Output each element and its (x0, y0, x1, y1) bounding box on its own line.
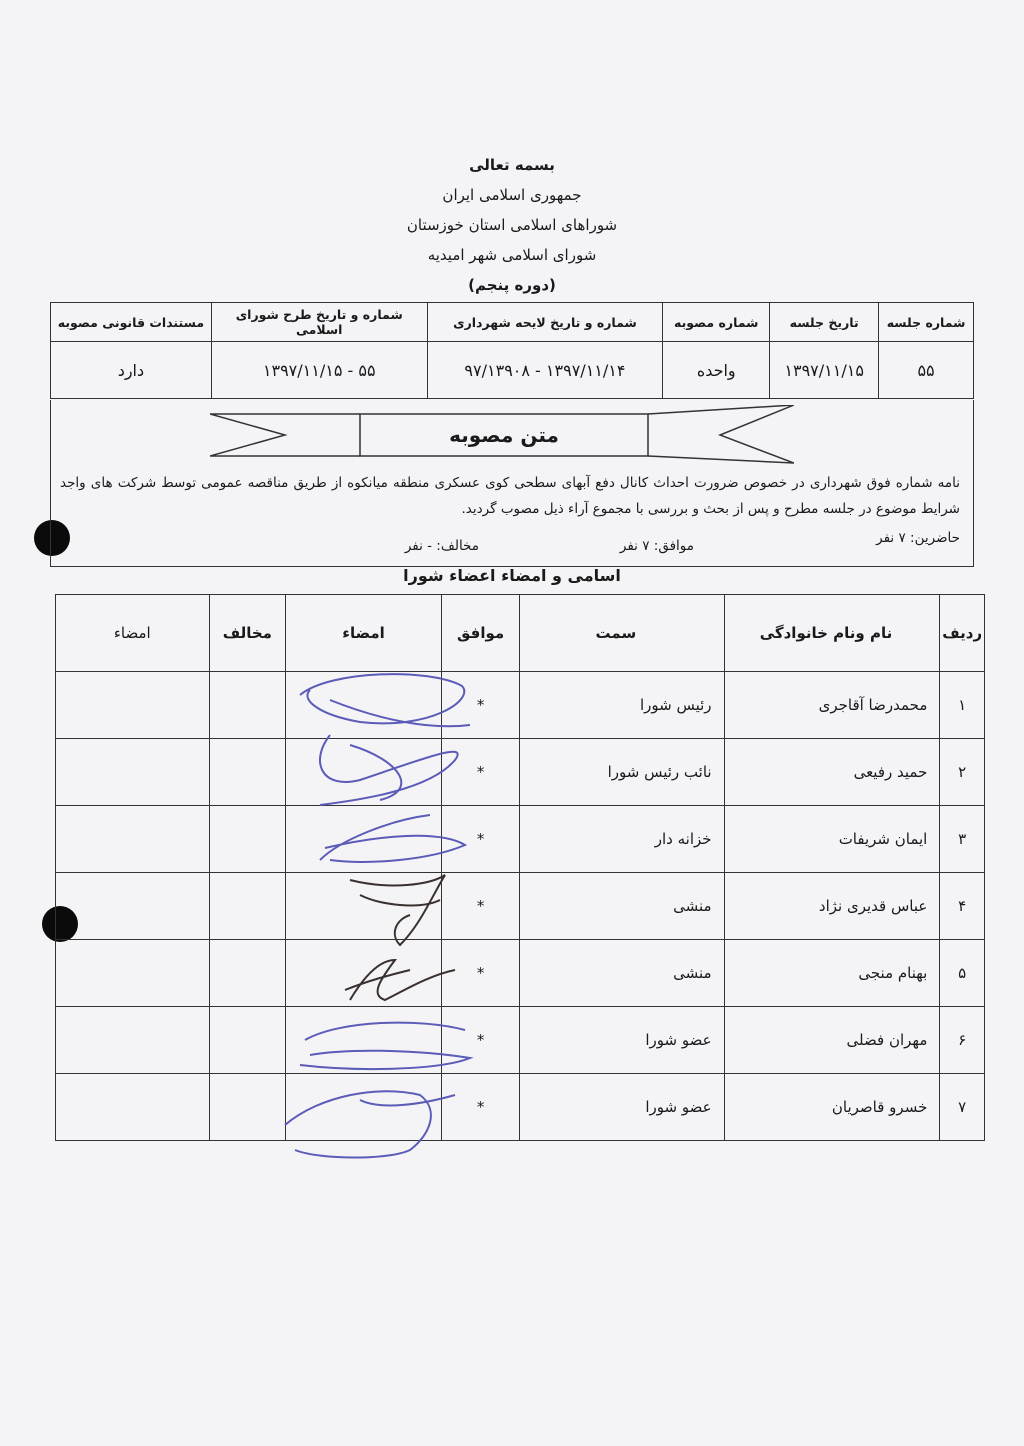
member-position: عضو شورا (520, 1074, 724, 1141)
members-header-agree: موافق (441, 595, 519, 672)
members-header-signature: امضاء (286, 595, 442, 672)
member-signature-cell (286, 739, 442, 806)
resolution-body-text: نامه شماره فوق شهرداری در خصوص ضرورت احداث کانال دفع آبهای سطحی کوی عسکری منطقه میانکوه از طریق مناقصه عمومی توسط شرکت های واجد شرایط موضوع در جلسه مطرح و پس از بحث و بررسی با مجموع آراء ذیل مصوب گردید. (60, 475, 960, 517)
info-council-plan: ۵۵ - ۱۳۹۷/۱۱/۱۵ (211, 342, 427, 399)
info-header-legal-documents: مستندات قانونی مصوبه (51, 303, 212, 342)
present-count: حاضرین: ۷ نفر (876, 530, 960, 546)
member-signature-cell-2 (56, 1074, 210, 1141)
oppose-count: مخالف: - نفر (404, 538, 479, 554)
member-row-number: ۳ (940, 806, 985, 873)
member-row-number: ۴ (940, 873, 985, 940)
members-header-oppose: مخالف (209, 595, 286, 672)
member-row-number: ۷ (940, 1074, 985, 1141)
members-header-row-number: ردیف (940, 595, 985, 672)
member-position: خزانه دار (520, 806, 724, 873)
member-position: نائب رئیس شورا (520, 739, 724, 806)
member-signature-cell-2 (56, 1007, 210, 1074)
info-header-council-plan: شماره و تاریخ طرح شورای اسلامی (211, 303, 427, 342)
header-country: جمهوری اسلامی ایران (442, 186, 582, 204)
member-signature-cell (286, 672, 442, 739)
table-row (56, 739, 985, 806)
members-header-signature-2: امضاء (56, 595, 210, 672)
member-name: مهران فضلی (724, 1007, 940, 1074)
member-position: رئیس شورا (520, 672, 724, 739)
info-session-number: ۵۵ (879, 342, 974, 399)
member-signature-cell-2 (56, 940, 210, 1007)
member-oppose-cell (209, 672, 286, 739)
info-header-resolution-number: شماره مصوبه (663, 303, 770, 342)
member-row-number: ۲ (940, 739, 985, 806)
resolution-info-table (50, 302, 974, 399)
header-term: (دوره پنجم) (468, 276, 556, 294)
member-position: عضو شورا (520, 1007, 724, 1074)
member-row-number: ۱ (940, 672, 985, 739)
member-agree-mark: * (441, 1007, 519, 1074)
member-signature-cell (286, 873, 442, 940)
member-oppose-cell (209, 806, 286, 873)
member-signature-cell-2 (56, 739, 210, 806)
member-signature-cell (286, 1074, 442, 1141)
document-header (0, 150, 1024, 300)
table-row (56, 940, 985, 1007)
council-members-table (55, 594, 985, 1141)
member-agree-mark: * (441, 739, 519, 806)
member-name: خسرو قاصریان (724, 1074, 940, 1141)
member-oppose-cell (209, 940, 286, 1007)
table-row (56, 1074, 985, 1141)
member-signature-cell-2 (56, 873, 210, 940)
member-name: بهنام منجی (724, 940, 940, 1007)
member-name: حمید رفیعی (724, 739, 940, 806)
member-signature-cell-2 (56, 672, 210, 739)
member-signature-cell (286, 940, 442, 1007)
header-basmala: بسمه تعالی (469, 156, 555, 174)
member-agree-mark: * (441, 672, 519, 739)
members-title: اسامی و امضاء اعضاء شورا (403, 566, 621, 585)
info-session-date: ۱۳۹۷/۱۱/۱۵ (770, 342, 879, 399)
info-header-session-date: تاریخ جلسه (770, 303, 879, 342)
member-agree-mark: * (441, 940, 519, 1007)
member-position: منشی (520, 940, 724, 1007)
member-oppose-cell (209, 1074, 286, 1141)
member-signature-cell (286, 806, 442, 873)
info-header-session-number: شماره جلسه (879, 303, 974, 342)
table-row (56, 1007, 985, 1074)
table-row (56, 873, 985, 940)
info-resolution-number: واحده (663, 342, 770, 399)
info-header-municipality-bill: شماره و تاریخ لایحه شهرداری (427, 303, 663, 342)
members-header-name: نام ونام خانوادگی (724, 595, 940, 672)
member-row-number: ۶ (940, 1007, 985, 1074)
table-row (56, 806, 985, 873)
info-municipality-bill: ۱۳۹۷/۱۱/۱۴ - ۹۷/۱۳۹۰۸ (427, 342, 663, 399)
member-agree-mark: * (441, 873, 519, 940)
member-agree-mark: * (441, 806, 519, 873)
member-oppose-cell (209, 873, 286, 940)
members-header-position: سمت (520, 595, 724, 672)
member-oppose-cell (209, 739, 286, 806)
member-agree-mark: * (441, 1074, 519, 1141)
member-name: محمدرضا آقاجری (724, 672, 940, 739)
header-province-councils: شوراهای اسلامی استان خوزستان (406, 216, 618, 234)
member-oppose-cell (209, 1007, 286, 1074)
header-city-council: شورای اسلامی شهر امیدیه (427, 246, 597, 264)
member-position: منشی (520, 873, 724, 940)
member-signature-cell (286, 1007, 442, 1074)
member-name: ایمان شریفات (724, 806, 940, 873)
member-row-number: ۵ (940, 940, 985, 1007)
agree-count: موافق: ۷ نفر (619, 538, 694, 554)
member-signature-cell-2 (56, 806, 210, 873)
table-row (56, 672, 985, 739)
info-legal-documents: دارد (51, 342, 212, 399)
resolution-title: متن مصوبه (449, 423, 559, 447)
member-name: عباس قدیری نژاد (724, 873, 940, 940)
